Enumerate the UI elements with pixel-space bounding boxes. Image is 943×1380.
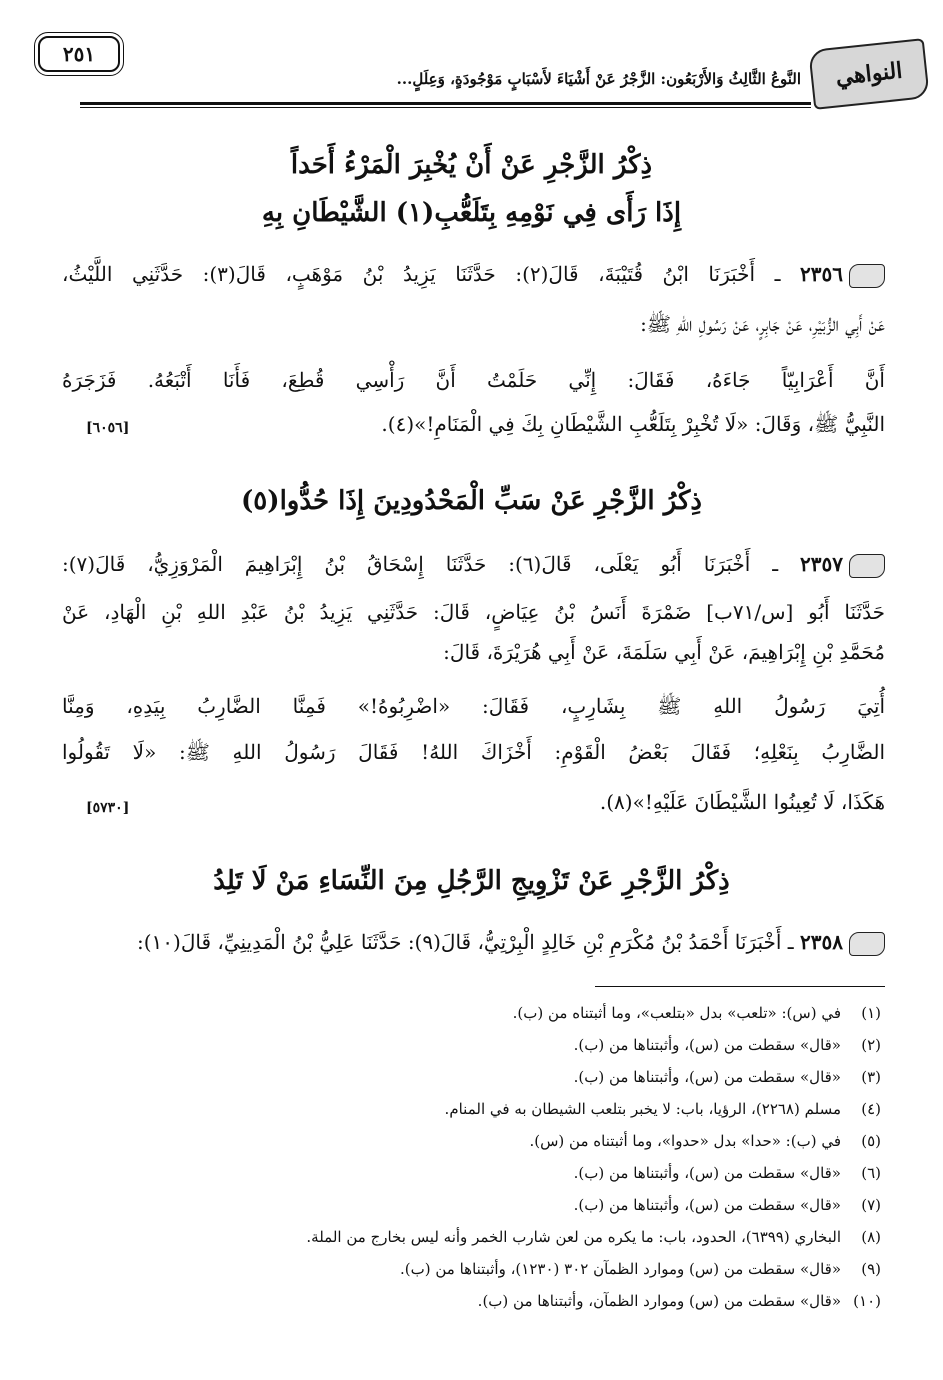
footnote <box>60 1004 881 1022</box>
hadith-isnad <box>62 552 885 578</box>
footnote-text: «قال» سقطت من (س)، وأثبتناها من (ب). <box>573 1068 841 1086</box>
footnote-number: (١) <box>861 1004 881 1022</box>
footnote-text: «قال» سقطت من (س) وموارد الظمآن ٣٠٢ (١٢٣٠)، وأثبتناها من (ب). <box>400 1260 841 1278</box>
hadith-matn-cont: النَّبِيُّ ﷺ، وَقَالَ: «لَا تُخْبِرْ بِتَلَعُّبِ الشَّيْطَانِ بِكَ فِي الْمَنَامِ!»(٤). <box>381 412 885 436</box>
footnote-separator <box>595 986 885 987</box>
footnote <box>60 1100 881 1118</box>
section-heading: ذِكْرُ الزَّجْرِ عَنْ سَبِّ الْمَحْدُودِينَ إِذَا حُدُّوا(٥) <box>240 486 703 516</box>
hadith-reference: [٦٠٥٦] <box>86 420 130 436</box>
hadith-isnad <box>62 930 885 956</box>
hadith-matn-cont: الضَّارِبُ بِنَعْلِهِ؛ فَقَالَ بَعْضُ الْقَوْمِ: أَخْزَاكَ اللهُ! فَقَالَ رَسُولُ اللهِ ﷺ: «لَا تَقُولُوا <box>62 740 885 764</box>
chapter-badge-text: النواهي <box>834 57 904 91</box>
hadith-number: ٢٣٥٨ <box>800 930 843 954</box>
section-heading: ذِكْرُ الزَّجْرِ عَنْ أَنْ يُخْبِرَ الْمَرْءُ أَحَداً <box>290 150 653 180</box>
header-rule <box>80 102 811 105</box>
footnote-text: «قال» سقطت من (س)، وأثبتناها من (ب). <box>573 1036 841 1054</box>
footnote <box>60 1196 881 1214</box>
running-header <box>80 48 904 106</box>
footnote <box>60 1228 881 1246</box>
hadith-isnad-cont: عَنْ أَبِي الزُّبَيْرِ، عَنْ جَابِرٍ، عَنْ رَسُولِ اللهِ ﷺ: <box>640 312 885 336</box>
isnad-text: ـ أَخْبَرَنَا ابْنُ قُتَيْبَةَ، قَالَ(٢): حَدَّثَنَا يَزِيدُ بْنُ مَوْهَبٍ، قَالَ(٣): حَدَّثَنِي اللَّيْثُ، <box>62 262 781 286</box>
footnote-text: في (س): «تلعب» بدل «بتلعب»، وما أثبتناه من (ب). <box>512 1004 841 1022</box>
hadith-number: ٢٣٥٦ <box>800 262 844 286</box>
hadith-marker-icon <box>849 932 885 956</box>
hadith-number: ٢٣٥٧ <box>800 552 844 576</box>
footnote-number: (٦) <box>861 1164 881 1182</box>
footnote-number: (٥) <box>861 1132 881 1150</box>
footnote-number: (٩) <box>861 1260 881 1278</box>
hadith-reference: [٥٧٣٠] <box>86 800 130 816</box>
footnote <box>60 1036 881 1054</box>
section-heading: ذِكْرُ الزَّجْرِ عَنْ تَزْوِيجِ الرَّجُلِ مِنَ النِّسَاءِ مَنْ لَا تَلِدُ <box>213 866 730 896</box>
footnote <box>60 1068 881 1086</box>
footnote-number: (١٠) <box>853 1292 881 1310</box>
header-rule-thin <box>80 107 811 108</box>
footnote-text: البخاري (٦٣٩٩)، الحدود، باب: ما يكره من لعن شارب الخمر وأنه ليس بخارج من الملة. <box>306 1228 841 1246</box>
footnote <box>60 1164 881 1182</box>
footnote-text: «قال» سقطت من (س)، وأثبتناها من (ب). <box>573 1196 841 1214</box>
footnote-number: (٧) <box>861 1196 881 1214</box>
footnote-text: «قال» سقطت من (س) وموارد الظمآن، وأثبتناها من (ب). <box>477 1292 841 1310</box>
footnote-number: (٤) <box>861 1100 881 1118</box>
hadith-matn: أُتِيَ رَسُولُ اللهِ ﷺ بِشَارِبٍ، فَقَالَ: «اضْرِبُوهُ!» فَمِنَّا الضَّارِبُ بِيَدِهِ، وَمِنَّا <box>62 694 885 718</box>
hadith-matn-cont: هَكَذَا، لَا تُعِينُوا الشَّيْطَانَ عَلَيْهِ!»(٨). <box>599 790 885 814</box>
hadith-isnad-cont: حَدَّثَنَا أَبُو [س/٧١ب] ضَمْرَةَ أَنَسُ بْنُ عِيَاضٍ، قَالَ: حَدَّثَنِي يَزِيدُ بْنُ عَبْدِ اللهِ بْنِ الْهَادِ، عَنْ <box>62 600 885 624</box>
chapter-badge <box>808 38 930 110</box>
footnote-number: (٨) <box>861 1228 881 1246</box>
footnote-text: «قال» سقطت من (س)، وأثبتناها من (ب). <box>573 1164 841 1182</box>
footnote <box>60 1132 881 1150</box>
hadith-matn: أَنَّ أَعْرَابِيّاً جَاءَهُ، فَقَالَ: إِنِّي حَلَمْتُ أَنَّ رَأْسِي قُطِعَ، فَأَنَا أَتْبَعُهُ. فَزَجَرَهُ <box>62 368 885 392</box>
hadith-marker-icon <box>849 264 885 288</box>
hadith-isnad-cont: مُحَمَّدِ بْنِ إِبْرَاهِيمَ، عَنْ أَبِي سَلَمَةَ، عَنْ أَبِي هُرَيْرَةَ، قَالَ: <box>443 640 885 664</box>
footnote-number: (٢) <box>861 1036 881 1054</box>
section-heading-cont: إِذَا رَأَى فِي نَوْمِهِ بِتَلَعُّبِ(١) الشَّيْطَانِ بِهِ <box>261 198 682 228</box>
isnad-text: ـ أَخْبَرَنَا أَبُو يَعْلَى، قَالَ(٦): حَدَّثَنَا إِسْحَاقُ بْنُ إِبْرَاهِيمَ الْمَرْوَزِيُّ، قَالَ(٧): <box>62 552 779 576</box>
footnote <box>60 1260 881 1278</box>
isnad-text: ـ أَخْبَرَنَا أَحْمَدُ بْنُ مُكْرَمِ بْنِ خَالِدٍ الْبِرْتِيُّ، قَالَ(٩): حَدَّثَنَا عَلِيُّ بْنُ الْمَدِينِيِّ، قَالَ(١٠): <box>137 930 794 954</box>
footnote <box>60 1292 881 1310</box>
hadith-marker-icon <box>849 554 885 578</box>
footnote-number: (٣) <box>861 1068 881 1086</box>
footnote-text: مسلم (٢٢٦٨)، الرؤيا، باب: لا يخبر بتلعب الشيطان به في المنام. <box>444 1100 841 1118</box>
footnote-text: في (ب): «حدا» بدل «حدوا»، وما أثبتناه من (س). <box>529 1132 841 1150</box>
hadith-isnad <box>62 262 885 288</box>
running-title: النَّوعُ الثَّالِثُ وَالأَرْبَعُون: الزَّجْرُ عَنْ أَشْيَاءَ لأَسْبَابٍ مَوْجُودَةٍ، وَعِلَلٍ... <box>396 70 801 88</box>
page-number: ٢٥١ <box>38 36 120 72</box>
